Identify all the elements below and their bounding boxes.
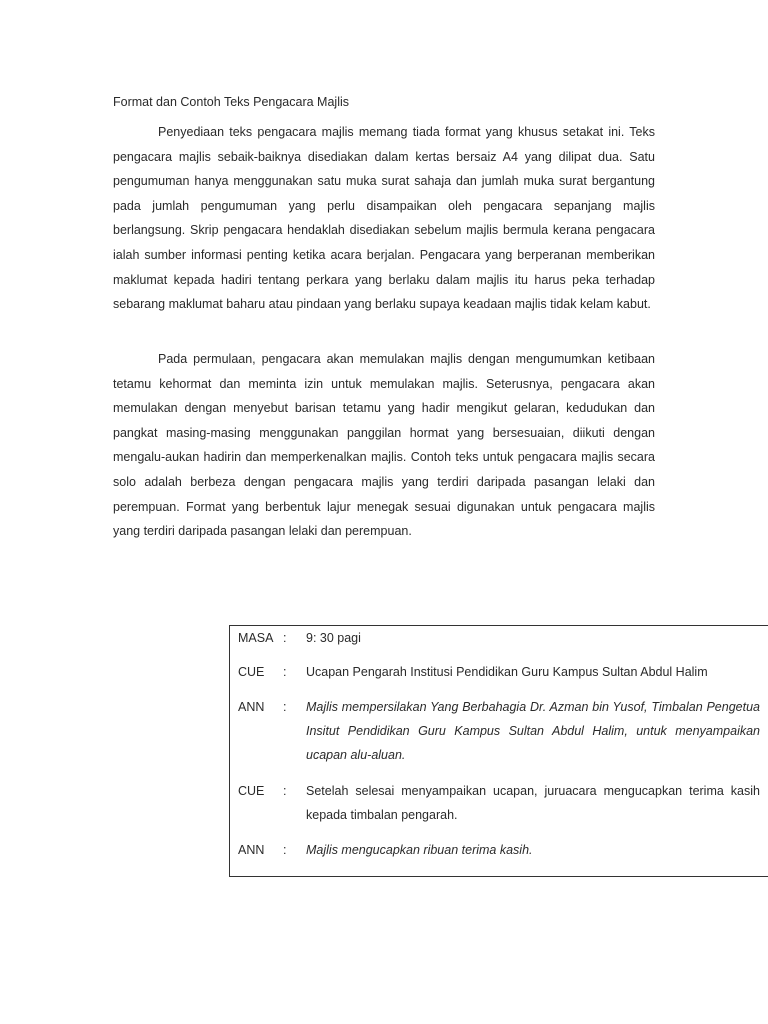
row-text: Setelah selesai menyampaikan ucapan, juruacara mengucapkan terima kasih kepada timbalan pengarah. bbox=[306, 784, 760, 822]
row-colon: : bbox=[283, 843, 287, 857]
row-label: ANN bbox=[238, 700, 265, 714]
row-label: CUE bbox=[238, 784, 265, 798]
row-text: Majlis mempersilakan Yang Berbahagia Dr. Azman bin Yusof, Timbalan Pengetua Insitut Pendidikan Guru Kampus Sultan Abdul Halim, untuk menyampaikan ucapan alu-aluan. bbox=[306, 700, 760, 762]
mc-script-table bbox=[229, 625, 768, 877]
paragraph-intro: Penyediaan teks pengacara majlis memang tiada format yang khusus setakat ini. Teks pengacara majlis sebaik-baiknya disediakan dalam kertas bersaiz A4 yang dilipat dua. Satu pengumuman hanya menggunakan satu muka surat sahaja dan jumlah muka surat bergantung pada jumlah pengumuman yang perlu disampaikan oleh pengacara sepanjang majlis berlangsung. Skrip pengacara hendaklah disediakan sebelum majlis bermula kerana pengacara ialah sumber informasi penting ketika acara berjalan. Pengacara yang berperanan memberikan maklumat kepada hadiri tentang perkara yang berlaku dalam majlis itu harus peka terhadap sebarang maklumat baharu atau pindaan yang berlaku supaya keadaan majlis tidak kelam kabut. bbox=[113, 125, 655, 312]
row-colon: : bbox=[283, 784, 287, 798]
row-label: MASA bbox=[238, 631, 274, 645]
row-text: 9: 30 pagi bbox=[306, 631, 361, 645]
row-label: ANN bbox=[238, 843, 265, 857]
page-title: Format dan Contoh Teks Pengacara Majlis bbox=[113, 95, 349, 109]
row-text: Majlis mengucapkan ribuan terima kasih. bbox=[306, 843, 533, 857]
paragraph-opening: Pada permulaan, pengacara akan memulakan majlis dengan mengumumkan ketibaan tetamu kehormat dan meminta izin untuk memulakan majlis. Seterusnya, pengacara akan memulakan dengan menyebut barisan tetamu yang hadir mengikut gelaran, kedudukan dan pangkat masing-masing menggunakan panggilan hormat yang bersesuaian, diikuti dengan mengalu-aukan hadirin dan memperkenalkan majlis. Contoh teks untuk pengacara majlis secara solo adalah berbeza dengan pengacara majlis yang terdiri daripada pasangan lelaki dan perempuan. Format yang berbentuk lajur menegak sesuai digunakan untuk pengacara majlis yang terdiri daripada pasangan lelaki dan perempuan. bbox=[113, 352, 655, 539]
row-label: CUE bbox=[238, 665, 265, 679]
row-text: Ucapan Pengarah Institusi Pendidikan Guru Kampus Sultan Abdul Halim bbox=[306, 665, 708, 679]
row-colon: : bbox=[283, 631, 287, 645]
row-colon: : bbox=[283, 665, 287, 679]
row-colon: : bbox=[283, 700, 287, 714]
